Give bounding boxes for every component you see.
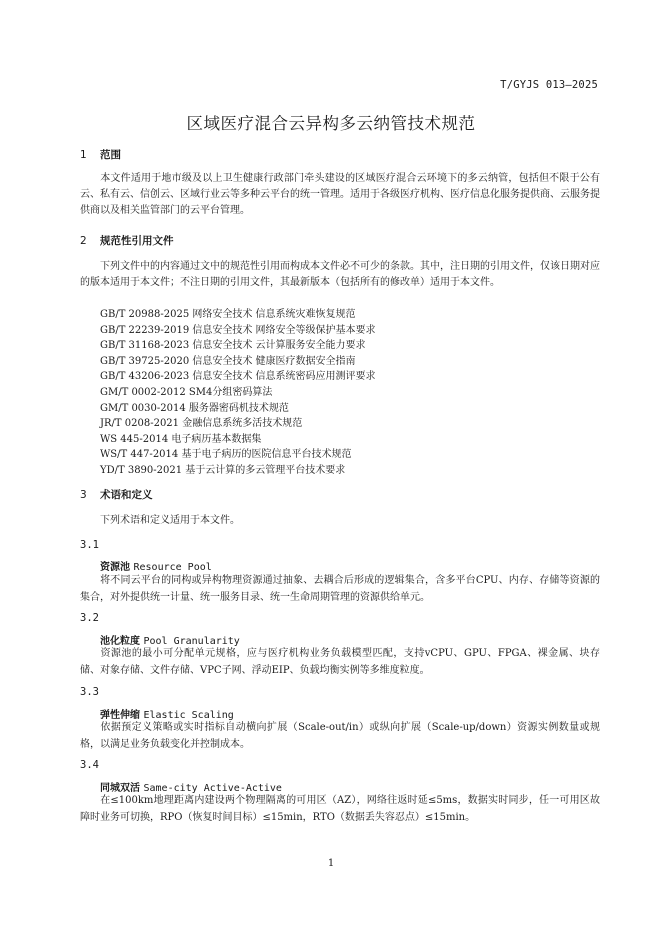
term-definition xyxy=(80,646,600,679)
term-definition-text: 资源池的最小可分配单元规格，应与医疗机构业务负载模型匹配，支持vCPU、GPU、FPGA、裸金属、块存储、对象存储、文件存储、VPC子网、浮动EIP、负载均衡实例等多维度粒度。 xyxy=(80,648,600,676)
term-name xyxy=(100,558,212,573)
section-2-number: 2 xyxy=(80,235,87,247)
reference-item: GM/T 0030-2014 服务器密码机技术规范 xyxy=(100,402,289,414)
term-number: 3.1 xyxy=(80,539,99,551)
reference-item: GB/T 20988-2025 网络安全技术 信息系统灾难恢复规范 xyxy=(100,309,356,320)
reference-item: GM/T 0002-2012 SM4分组密码算法 xyxy=(100,386,273,398)
reference-item: GB/T 39725-2020 信息安全技术 健康医疗数据安全指南 xyxy=(100,355,356,367)
term-number: 3.4 xyxy=(80,759,99,771)
reference-item: YD/T 3890-2021 基于云计算的多云管理平台技术要求 xyxy=(100,464,346,476)
term-cn: 资源池 xyxy=(100,562,130,573)
term-name xyxy=(100,706,234,721)
page-number: 1 xyxy=(327,858,335,869)
section-3-title: 术语和定义 xyxy=(100,489,153,501)
reference-item: GB/T 31168-2023 信息安全技术 云计算服务安全能力要求 xyxy=(100,340,366,352)
section-3-intro-text: 下列术语和定义适用于本文件。 xyxy=(100,515,240,526)
term-definition-text: 将不同云平台的同构或异构物理资源通过抽象、去耦合后形成的逻辑集合，含多平台CPU、内存、存储等资源的集合，对外提供统一计量、统一服务目录、统一生命周期管理的资源供给单元。 xyxy=(80,575,600,603)
section-2-title: 规范性引用文件 xyxy=(100,235,174,247)
term-name xyxy=(100,779,282,794)
reference-item: GB/T 43206-2023 信息安全技术 信息系统密码应用测评要求 xyxy=(100,371,376,383)
term-number: 3.2 xyxy=(80,612,99,624)
term-definition xyxy=(80,573,600,606)
term-en: Pool Granularity xyxy=(143,636,240,647)
section-2-intro-text: 下列文件中的内容通过文中的规范性引用而构成本文件必不可少的条款。其中，注日期的引用文件，仅该日期对应的版本适用于本文件；不注日期的引用文件，其最新版本（包括所有的修改单）适用于本文件。 xyxy=(80,261,600,288)
section-2-intro xyxy=(80,259,600,291)
section-2-heading xyxy=(80,233,174,248)
standard-code: T/GYJS 013—2025 xyxy=(500,79,598,91)
section-1-heading xyxy=(80,147,121,162)
term-en: Resource Pool xyxy=(133,562,212,573)
section-3-intro xyxy=(80,513,600,529)
term-en: Same-city Active-Active xyxy=(143,783,282,794)
section-1-title: 范围 xyxy=(100,149,121,161)
reference-item: JR/T 0208-2021 金融信息系统多活技术规范 xyxy=(100,418,303,430)
term-definition-text: 依据预定义策略或实时指标自动横向扩展（Scale-out/in）或纵向扩展（Scale-up/down）资源实例数量或规格，以满足业务负载变化并控制成本。 xyxy=(80,722,600,750)
term-definition-text: 在≤100km地理距离内建设两个物理隔离的可用区（AZ），网络往返时延≤5ms，数据实时同步，任一可用区故障时业务可切换，RPO（恢复时间目标）≤15min，RTO（数据丢失容忍点）≤15min。 xyxy=(80,795,600,823)
term-definition xyxy=(80,720,600,753)
normative-references-list xyxy=(100,307,376,479)
reference-item: WS/T 447-2014 基于电子病历的医院信息平台技术规范 xyxy=(100,449,352,461)
section-1-text: 本文件适用于地市级及以上卫生健康行政部门牵头建设的区域医疗混合云环境下的多云纳管，包括但不限于公有云、私有云、信创云、区域行业云等多种云平台的统一管理。适用于各级医疗机构、医疗信息化服务提供商、云服务提供商以及相关监管部门的云平台管理。 xyxy=(80,173,600,216)
reference-item: WS 445-2014 电子病历基本数据集 xyxy=(100,433,262,445)
section-1-body xyxy=(80,171,600,219)
reference-item: GB/T 22239-2019 信息安全技术 网络安全等级保护基本要求 xyxy=(100,324,376,336)
term-definition xyxy=(80,793,600,826)
term-cn: 池化粒度 xyxy=(100,636,140,647)
term-cn: 同城双活 xyxy=(100,783,140,794)
section-3-number: 3 xyxy=(80,489,87,501)
document-title: 区域医疗混合云异构多云纳管技术规范 xyxy=(186,114,476,133)
section-3-heading xyxy=(80,487,153,502)
term-cn: 弹性伸缩 xyxy=(100,710,140,721)
section-1-number: 1 xyxy=(80,149,87,161)
term-name xyxy=(100,632,240,647)
term-en: Elastic Scaling xyxy=(143,710,234,721)
term-number: 3.3 xyxy=(80,686,99,698)
